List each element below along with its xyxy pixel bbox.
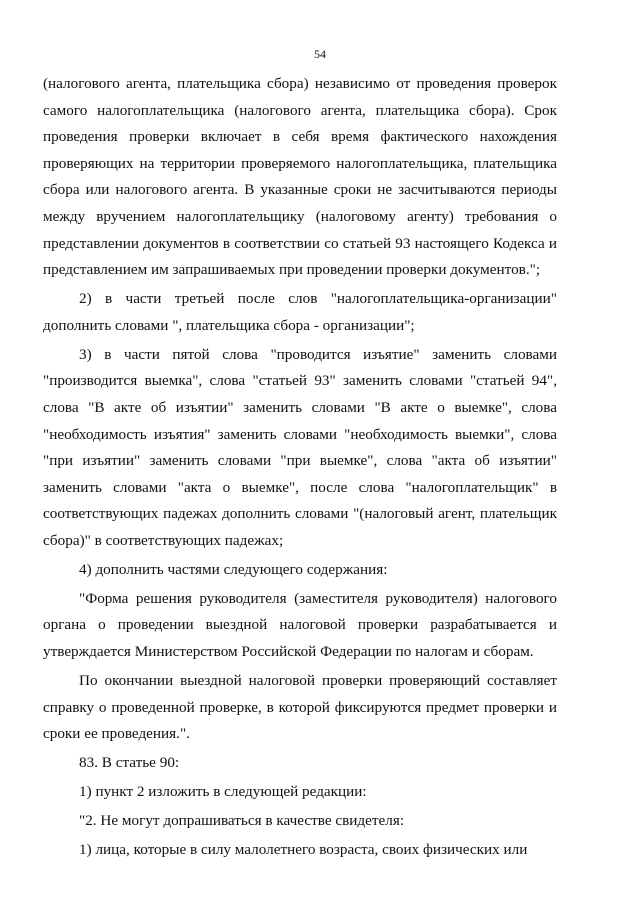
- paragraph: [43, 557, 557, 584]
- paragraph: [43, 779, 557, 806]
- text-line: заменить словами "акта о выемке", после слова "налогоплательщик" в: [43, 478, 557, 496]
- text-line: слова "В акте об изъятии" заменить словами "В акте о выемке", слова: [43, 398, 557, 416]
- text-line: 2) в части третьей после слов "налогоплательщика-организации": [79, 290, 557, 308]
- paragraph: [43, 71, 557, 284]
- text-line: (налогового агента, плательщика сбора) независимо от проведения проверок: [43, 75, 557, 92]
- text-line: между вручением налогоплательщику (налоговому агенту) требования о: [43, 207, 557, 225]
- paragraph: [43, 837, 557, 864]
- text-line: органа о проведении выездной налоговой проверки разрабатывается и: [43, 616, 557, 634]
- paragraph: [43, 750, 557, 777]
- text-line: 1) лица, которые в силу малолетнего возраста, своих физических или: [79, 841, 528, 859]
- text-line: дополнить словами ", плательщика сбора - организации";: [43, 316, 415, 334]
- paragraph: [43, 586, 557, 666]
- text-line: проверяющих на территории проверяемого налогоплательщика, плательщика: [43, 154, 557, 172]
- text-line: утверждается Министерством Российской Федерации по налогам и сборам.: [43, 643, 534, 661]
- text-line: соответствующих падежах дополнить словами "(налоговый агент, плательщик: [43, 505, 557, 523]
- text-line: "Форма решения руководителя (заместителя руководителя) налогового: [79, 589, 557, 607]
- paragraph: [43, 668, 557, 748]
- text-line: 1) пункт 2 изложить в следующей редакции:: [79, 783, 367, 801]
- page-number: 54: [314, 47, 326, 61]
- text-line: "при изъятии" заменить словами "при выемке", слова "акта об изъятии": [43, 452, 557, 470]
- text-line: "2. Не могут допрашиваться в качестве свидетеля:: [79, 812, 405, 830]
- text-line: "необходимость изъятия" заменить словами "необходимость выемки", слова: [43, 425, 557, 443]
- text-line: 83. В статье 90:: [79, 754, 180, 772]
- text-line: 4) дополнить частями следующего содержания:: [79, 560, 388, 578]
- text-line: сбора или налогового агента. В указанные сроки не засчитываются периоды: [43, 181, 557, 199]
- text-line: сбора)" в соответствующих падежах;: [43, 531, 284, 549]
- text-line: По окончании выездной налоговой проверки проверяющий составляет: [79, 672, 557, 690]
- paragraph: [43, 342, 557, 555]
- text-line: 3) в части пятой слова "проводится изъятие" заменить словами: [79, 345, 557, 363]
- text-line: представлении документов в соответствии со статьей 93 настоящего Кодекса и: [43, 234, 557, 252]
- text-line: справку о проведенной проверке, в которой фиксируются предмет проверки и: [43, 698, 557, 716]
- paragraph: [43, 286, 557, 339]
- text-line: самого налогоплательщика (налогового агента, плательщика сбора). Срок: [43, 101, 557, 119]
- text-line: представлением им запрашиваемых при проведении проверки документов.";: [43, 261, 541, 279]
- text-line: проведения проверки включает в себя время фактического нахождения: [43, 128, 557, 146]
- text-line: сроки ее проведения.".: [43, 725, 190, 743]
- paragraph: [43, 808, 557, 835]
- document-body: [43, 71, 557, 864]
- text-line: "производится выемка", слова "статьей 93" заменить словами "статьей 94",: [43, 372, 557, 390]
